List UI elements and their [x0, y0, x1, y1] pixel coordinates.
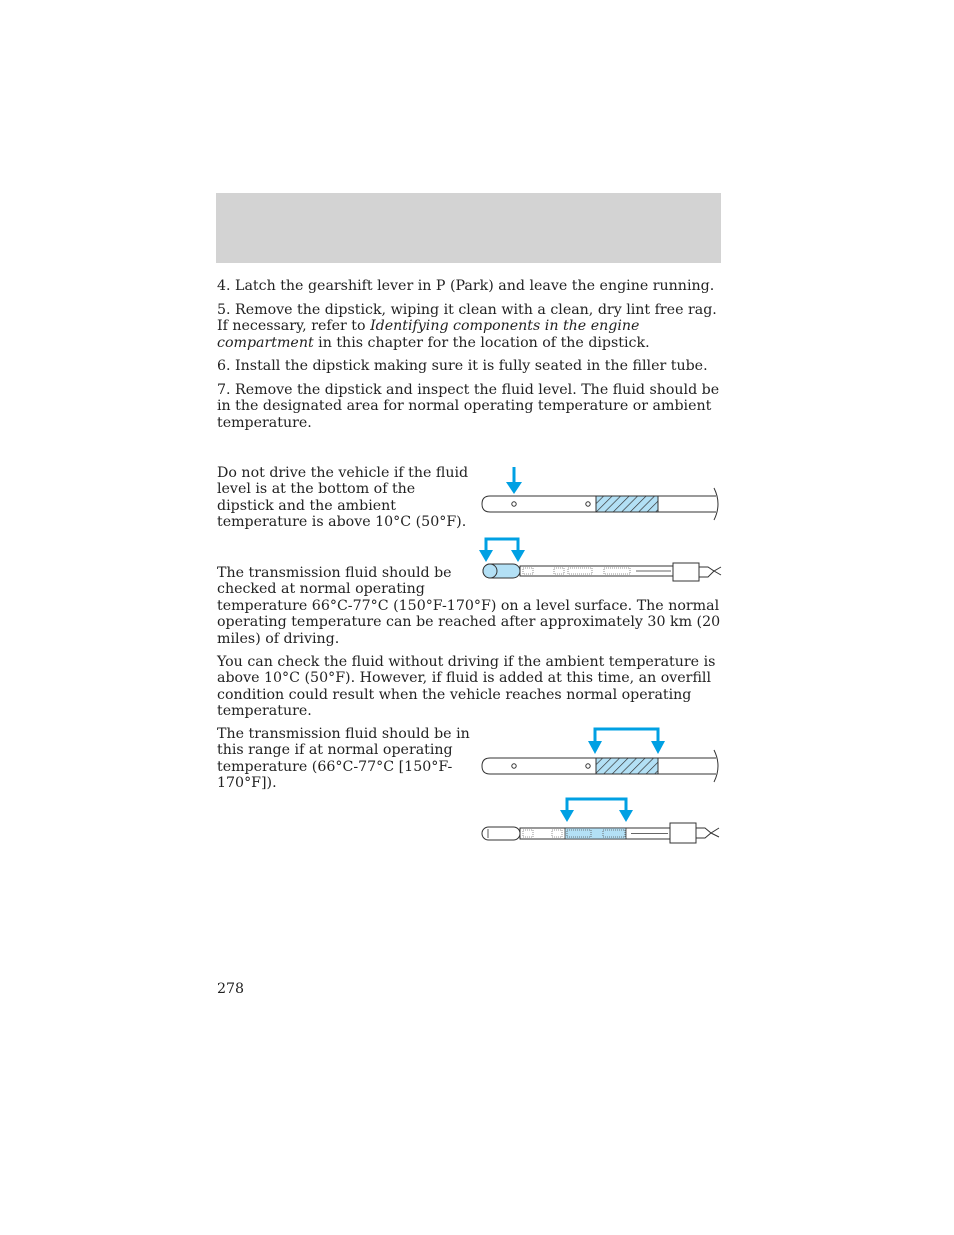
- normal-range-text: The transmission fluid should be in this range if at normal operating temperature (66°C-77°C [150°F-170°F]).: [217, 726, 470, 791]
- step-5-text-b: in this chapter for the location of the dipstick.: [313, 334, 650, 351]
- step-5-reference: Identifying components in the engine compartment: [217, 318, 640, 351]
- page-number: 278: [217, 981, 245, 997]
- check-normal-text-b: temperature 66°C-77°C (150°F-170°F) on a level surface. The normal operating temperature can be reached after approximately 30 km (20 miles) of driving.: [217, 598, 721, 647]
- bracket-arrow-icon: [588, 729, 665, 754]
- check-normal-text-a: The transmission fluid should be checked at normal operating: [217, 565, 452, 598]
- step-5-text-a: 5. Remove the dipstick, wiping it clean with a clean, dry lint free rag. If necessary, refer to: [217, 302, 717, 335]
- step-5-text: [217, 302, 721, 351]
- step-4-text: 4. Latch the gearshift lever in P (Park) and leave the engine running.: [217, 278, 715, 294]
- dipstick-flat-ambient-figure: [476, 462, 726, 527]
- ambient-warning-text: Do not drive the vehicle if the fluid level is at the bottom of the dipstick and the ambient temperature is above 10°C (50°F).: [217, 465, 469, 530]
- blue-arrow-icon: [506, 467, 522, 494]
- bracket-arrow-icon: [479, 539, 525, 562]
- section-header-band: [216, 193, 721, 263]
- dipstick-round-normal-figure: [476, 794, 726, 850]
- dipstick-round-ambient-figure: [476, 534, 726, 586]
- step-7-text: 7. Remove the dipstick and inspect the fluid level. The fluid should be in the designated area for normal operating temperature or ambient temperature.: [217, 382, 720, 431]
- dipstick-flat-normal-figure: [476, 723, 726, 788]
- check-without-driving-text: You can check the fluid without driving if the ambient temperature is above 10°C (50°F). However, if fluid is added at this time, an overfill condition could result when the vehicle reaches normal operating temperature.: [217, 654, 716, 719]
- bracket-arrow-icon: [560, 799, 633, 822]
- step-6-text: 6. Install the dipstick making sure it is fully seated in the filler tube.: [217, 358, 708, 374]
